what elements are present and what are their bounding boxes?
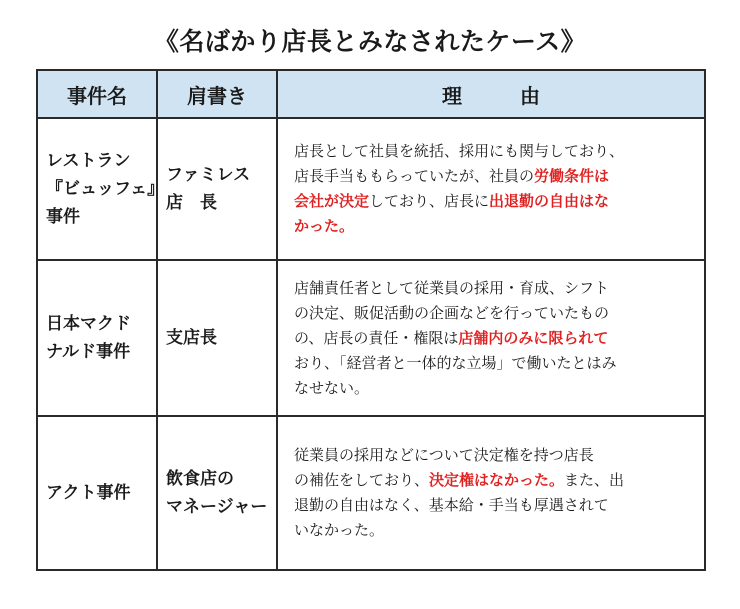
reason-text: しており、店長に xyxy=(369,192,490,210)
reason-text: 店舗責任者として従業員の採用・育成、シフト xyxy=(294,278,610,297)
reason-text: おり、「経営者と一体的な立場」で働いたとはみ xyxy=(294,353,617,372)
reason-line xyxy=(294,276,692,301)
title-line: マネージャー xyxy=(166,497,268,517)
title-cell xyxy=(157,260,277,416)
reason-line xyxy=(294,189,692,214)
table-row xyxy=(37,260,705,416)
table-row xyxy=(37,118,705,260)
reason-text: また、出 xyxy=(564,471,625,489)
reason-highlight: 出退勤の自由はな xyxy=(489,192,610,210)
case-name-cell xyxy=(37,118,165,260)
reason-text: の補佐をしており、 xyxy=(294,471,430,489)
reason-line xyxy=(294,468,692,493)
reason-text: 従業員の採用などについて決定権を持つ店長 xyxy=(294,446,594,464)
header-reason xyxy=(277,70,705,118)
reason-line xyxy=(294,376,692,401)
reason-line xyxy=(294,443,692,468)
header-title: 肩書き xyxy=(157,70,277,118)
reason-cell xyxy=(277,260,705,416)
reason-highlight: かった。 xyxy=(294,217,355,235)
header-case-name: 事件名 xyxy=(37,70,157,118)
case-name-line: ナルド事件 xyxy=(46,342,131,362)
reason-highlight: 店舗内のみに限られて xyxy=(458,328,609,347)
reason-cell xyxy=(277,118,705,260)
reason-line xyxy=(294,326,692,351)
title-cell xyxy=(157,416,277,570)
reason-text: 退勤の自由はなく、基本給・手当も厚遇されて xyxy=(294,496,609,514)
reason-line xyxy=(294,214,692,239)
title-line: 支店長 xyxy=(166,328,217,348)
case-name-line: アクト事件 xyxy=(46,483,131,503)
case-name-line: 事件 xyxy=(46,207,80,227)
title-line: 店 長 xyxy=(166,193,217,213)
reason-line xyxy=(294,493,692,518)
cases-table xyxy=(36,69,706,571)
reason-text: の決定、販促活動の企画などを行っていたもの xyxy=(294,303,610,322)
reason-line xyxy=(294,351,692,376)
case-name-line: レストラン xyxy=(46,151,131,171)
title-line: 飲食店の xyxy=(166,469,234,489)
case-name-line: 日本マクド xyxy=(46,314,131,334)
header-reason-right: 由 xyxy=(520,83,540,108)
table-row xyxy=(37,416,705,570)
reason-highlight: 労働条件は xyxy=(534,167,610,185)
reason-line xyxy=(294,518,692,543)
reason-line xyxy=(294,139,692,164)
reason-text: なせない。 xyxy=(294,378,370,397)
page-title: 《名ばかり店長とみなされたケース》 xyxy=(153,27,587,56)
case-name-cell xyxy=(37,416,157,570)
reason-line xyxy=(294,301,692,326)
reason-highlight: 会社が決定 xyxy=(294,192,370,210)
reason-text: 店長手当ももらっていたが、社員の xyxy=(294,167,535,185)
reason-cell xyxy=(277,416,705,570)
case-name-cell xyxy=(37,260,157,416)
reason-text: の、店長の責任・権限は xyxy=(294,328,459,347)
title-line: ファミレス xyxy=(166,165,251,185)
reason-text: 店長として社員を統括、採用にも関与しており、 xyxy=(294,142,625,160)
reason-text: いなかった。 xyxy=(294,521,385,539)
header-row xyxy=(37,70,705,118)
title-cell xyxy=(157,118,277,260)
reason-line xyxy=(294,164,692,189)
case-name-line: 『ビュッフェ』 xyxy=(46,179,165,199)
reason-highlight: 決定権はなかった。 xyxy=(429,471,565,489)
header-reason-left: 理 xyxy=(442,83,462,108)
